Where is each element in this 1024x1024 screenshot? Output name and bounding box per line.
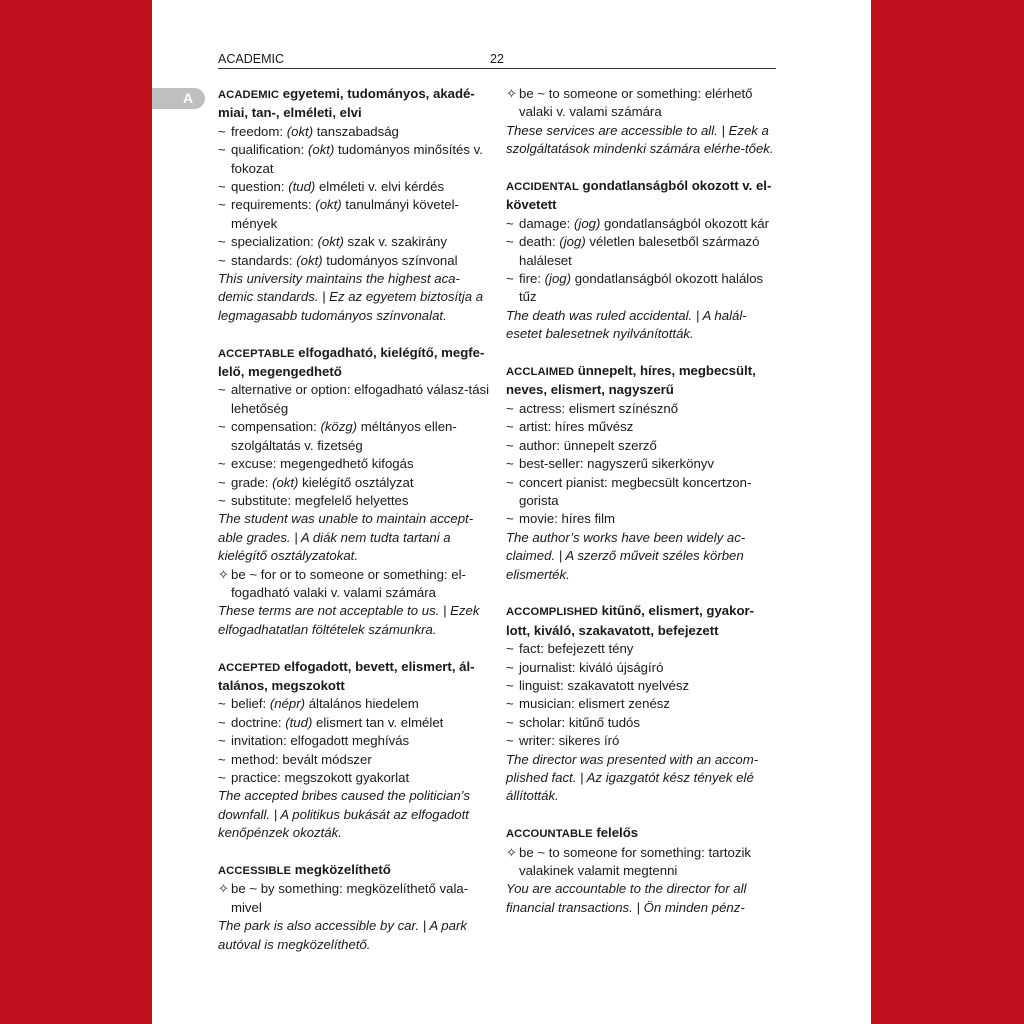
tilde-symbol: ~ — [506, 714, 514, 730]
tilde-symbol: ~ — [506, 474, 514, 490]
collocation-term: grade: — [231, 474, 273, 490]
collocation-translation: kiváló újságíró — [579, 659, 664, 675]
collocation-line — [218, 751, 490, 769]
example-sentence: You are accountable to the director for all financial transactions. | Ön minden pénz- — [506, 881, 747, 915]
tilde-symbol: ~ — [506, 419, 514, 435]
tilde-symbol: ~ — [218, 714, 226, 730]
domain-label: (népr) — [269, 696, 306, 712]
domain-label: (tud) — [288, 179, 316, 195]
tilde-symbol: ~ — [506, 511, 514, 527]
headword-translation: elfogadható, kielégítő, megfe-lelő, megengedhető — [218, 344, 485, 380]
collocation-line — [218, 714, 490, 732]
diamond-icon: ✧ — [218, 881, 230, 897]
collocation-translation: befejezett tény — [547, 641, 634, 657]
collocation-line — [218, 732, 490, 750]
collocation-term: invitation: — [231, 733, 291, 749]
collocation-translation: ünnepelt szerző — [563, 437, 657, 453]
tilde-symbol: ~ — [218, 492, 226, 508]
collocation-translation: elfogadott meghívás — [290, 733, 410, 749]
collocation-translation: tanulmányi követel-mények — [231, 197, 459, 231]
headword-translation: egyetemi, tudományos, akadé-miai, tan-, elméleti, elvi — [218, 86, 475, 121]
collocation-translation: megengedhető kifogás — [280, 456, 414, 472]
headword-translation: elfogadott, bevett, elismert, ál-talános, megszokott — [218, 658, 475, 693]
collocation-translation: tanszabadság — [313, 123, 399, 139]
collocation-term: requirements: — [231, 197, 316, 213]
example-sentence: These terms are not acceptable to us. | Ezek elfogadhatatlan föltételek számunkra. — [218, 603, 480, 637]
collocation-line — [506, 677, 778, 695]
collocation-translation: véletlen balesetből származó haláleset — [519, 234, 760, 268]
headword — [506, 177, 778, 215]
dictionary-entry — [218, 861, 490, 954]
collocation-line — [218, 492, 490, 510]
tilde-symbol: ~ — [218, 382, 226, 398]
tilde-symbol: ~ — [506, 400, 514, 416]
collocation-line — [506, 215, 778, 233]
collocation-translation: elfogadható válasz-tási lehetőség — [231, 382, 490, 416]
tilde-symbol: ~ — [506, 659, 514, 675]
phrase-text: be ~ to someone for something: tartozik valakinek valamit megtenni — [519, 844, 752, 878]
domain-label: (okt) — [315, 197, 342, 213]
tilde-symbol: ~ — [218, 419, 226, 435]
collocation-line — [218, 474, 490, 492]
headword-keyword: ACCOUNTABLE — [506, 828, 593, 841]
example-sentence: The author’s works have been widely ac-claimed. | A szerző műveit széles körben elismerték. — [506, 529, 746, 582]
domain-label: (okt) — [307, 142, 335, 158]
tilde-symbol: ~ — [218, 733, 226, 749]
collocation-translation: elismert tan v. elmélet — [312, 714, 444, 730]
tilde-symbol: ~ — [218, 456, 226, 472]
letter-tab — [152, 88, 205, 109]
collocation-translation: híres művész — [554, 419, 634, 435]
example-sentence: The student was unable to maintain accept-able grades. | A diák nem tudta tartani a kielégítő osztályzatokat. — [218, 511, 474, 564]
collocation-line — [506, 233, 778, 270]
collocation-term: movie: — [519, 511, 562, 527]
tilde-symbol: ~ — [506, 696, 514, 712]
collocation-line — [506, 418, 778, 436]
phrase-text: be ~ to someone or something: elérhető valaki v. valami számára — [519, 86, 753, 120]
collocation-term: qualification: — [231, 142, 308, 158]
collocation-translation: tudományos minősítés v. fokozat — [231, 142, 483, 176]
headword — [218, 861, 490, 880]
tilde-symbol: ~ — [506, 234, 514, 250]
tilde-symbol: ~ — [506, 437, 514, 453]
dictionary-entry — [506, 362, 778, 584]
collocation-translation: bevált módszer — [282, 751, 372, 767]
headword — [506, 602, 778, 640]
collocation-term: practice: — [231, 770, 285, 785]
tilde-symbol: ~ — [218, 197, 226, 213]
page-number: 22 — [490, 52, 504, 66]
diamond-icon: ✧ — [506, 844, 518, 860]
collocation-line — [218, 695, 490, 713]
collocation-term: concert pianist: — [519, 474, 612, 490]
collocation-term: journalist: — [519, 659, 580, 675]
domain-label: (okt) — [317, 234, 344, 250]
headword — [218, 658, 490, 696]
collocation-line — [218, 252, 490, 270]
domain-label: (közg) — [320, 419, 358, 435]
dictionary-entry — [506, 602, 778, 805]
collocation-translation: tudományos színvonal — [322, 252, 458, 268]
headword-translation: gondatlanságból okozott v. el-követett — [506, 178, 772, 213]
headword-keyword: ACCLAIMED — [506, 366, 575, 379]
collocation-line — [506, 714, 778, 732]
collocation-translation: megbecsült koncertzon-gorista — [519, 474, 752, 508]
headword-translation: felelős — [592, 825, 639, 841]
collocation-line — [506, 270, 778, 307]
domain-label: (okt) — [272, 474, 299, 490]
dictionary-page — [152, 0, 871, 1024]
collocation-term: substitute: — [231, 492, 295, 508]
domain-label: (jog) — [574, 215, 601, 231]
phrase-text: be ~ for or to someone or something: el-fogadható valaki v. valami számára — [231, 566, 466, 600]
collocation-term: method: — [231, 751, 283, 767]
tilde-symbol: ~ — [218, 142, 226, 158]
collocation-line — [218, 141, 490, 178]
collocation-term: damage: — [519, 215, 574, 231]
collocation-line — [506, 510, 778, 528]
collocation-translation: szak v. szakirány — [343, 234, 447, 250]
example-sentence: This university maintains the highest aca-demic standards. | Ez az egyetem biztosítja a legmagasabb tudományos színvonalat. — [218, 271, 484, 323]
collocation-translation: kitűnő tudós — [568, 714, 640, 730]
headword — [218, 85, 490, 123]
dictionary-entry — [506, 824, 778, 917]
collocation-line — [218, 769, 490, 787]
phrase-line — [506, 844, 778, 881]
collocation-term: fact: — [519, 641, 548, 657]
headword — [506, 824, 778, 843]
collocation-line — [506, 437, 778, 455]
domain-label: (okt) — [286, 123, 314, 139]
collocation-term: belief: — [231, 696, 270, 712]
headword-keyword: ACCIDENTAL — [506, 181, 579, 194]
tilde-symbol: ~ — [218, 179, 226, 195]
tilde-symbol: ~ — [218, 234, 226, 250]
collocation-translation: sikeres író — [558, 733, 620, 749]
collocation-translation: általános hiedelem — [305, 696, 419, 712]
domain-label: (okt) — [296, 252, 323, 268]
tilde-symbol: ~ — [506, 733, 514, 749]
dictionary-entry — [506, 85, 778, 159]
tilde-symbol: ~ — [506, 677, 514, 693]
collocation-term: writer: — [519, 733, 559, 749]
right-column — [506, 85, 778, 936]
tilde-symbol: ~ — [506, 215, 514, 231]
phrase-line — [218, 880, 490, 917]
phrase-line — [218, 566, 490, 603]
example-sentence: The park is also accessible by car. | A park autóval is megközelíthető. — [218, 918, 467, 952]
collocation-translation: megfelelő helyettes — [294, 492, 409, 508]
headword-translation: megközelíthető — [291, 862, 391, 878]
phrase-line — [506, 85, 778, 122]
tilde-symbol: ~ — [506, 271, 514, 287]
collocation-line — [506, 659, 778, 677]
collocation-translation: gondatlanságból okozott halálos tűz — [519, 271, 764, 305]
diamond-icon: ✧ — [506, 86, 518, 101]
tilde-symbol: ~ — [218, 474, 226, 490]
collocation-term: doctrine: — [231, 714, 286, 730]
collocation-term: specialization: — [231, 234, 318, 250]
dictionary-entry — [218, 85, 490, 325]
tilde-symbol: ~ — [506, 641, 514, 657]
collocation-translation: nagyszerű sikerkönyv — [587, 456, 714, 472]
tilde-symbol: ~ — [218, 770, 226, 785]
collocation-term: author: — [519, 437, 564, 453]
domain-label: (jog) — [559, 234, 586, 250]
collocation-term: freedom: — [231, 123, 287, 139]
collocation-line — [218, 178, 490, 196]
collocation-term: alternative or option: — [231, 382, 355, 398]
dictionary-entry — [218, 344, 490, 640]
collocation-translation: méltányos ellen-szolgáltatás v. fizetség — [231, 419, 457, 453]
example-sentence: These services are accessible to all. | Ezek a szolgáltatások mindenki számára elérhe-tőek. — [506, 122, 774, 157]
headword-translation: kitűnő, elismert, gyakor-lott, kiváló, szakavatott, befejezett — [506, 603, 755, 638]
dictionary-entry — [506, 177, 778, 344]
domain-label: (jog) — [544, 271, 572, 287]
headword — [218, 344, 490, 382]
collocation-line — [218, 381, 490, 418]
left-column — [218, 85, 490, 972]
tilde-symbol: ~ — [218, 123, 226, 139]
collocation-translation: híres film — [561, 511, 616, 527]
collocation-line — [506, 640, 778, 658]
collocation-line — [506, 455, 778, 473]
headword-translation: ünnepelt, híres, megbecsült, neves, elismert, nagyszerű — [506, 363, 756, 398]
collocation-term: linguist: — [519, 677, 568, 693]
collocation-term: death: — [519, 234, 560, 250]
collocation-term: excuse: — [231, 456, 281, 472]
collocation-line — [218, 418, 490, 455]
example-sentence: The death was ruled accidental. | A halál-esetet balesetnek nyilvánították. — [506, 307, 747, 342]
tilde-symbol: ~ — [218, 751, 226, 767]
collocation-line — [218, 455, 490, 473]
collocation-line — [506, 474, 778, 511]
collocation-translation: elismert zenész — [578, 696, 670, 712]
example-sentence: The accepted bribes caused the politician’s downfall. | A politikus bukását az elfogadott kenőpénzek okozták. — [218, 788, 470, 841]
collocation-translation: szakavatott nyelvész — [567, 677, 690, 693]
tilde-symbol: ~ — [218, 252, 226, 268]
headword-keyword: ACCEPTED — [218, 661, 281, 674]
collocation-term: question: — [231, 179, 289, 195]
running-header-title: ACADEMIC — [218, 52, 284, 66]
collocation-term: actress: — [519, 400, 569, 416]
collocation-translation: gondatlanságból okozott kár — [600, 215, 770, 231]
running-header — [218, 50, 776, 69]
collocation-term: best-seller: — [519, 456, 588, 472]
headword — [506, 362, 778, 400]
letter-tab-label: A — [183, 90, 194, 106]
collocation-term: compensation: — [231, 419, 321, 435]
collocation-term: standards: — [231, 252, 297, 268]
collocation-term: musician: — [519, 696, 579, 712]
diamond-icon: ✧ — [218, 566, 230, 582]
headword-keyword: ACCESSIBLE — [218, 865, 292, 878]
collocation-translation: kielégítő osztályzat — [298, 474, 414, 490]
domain-label: (tud) — [285, 714, 313, 730]
headword-keyword: ACADEMIC — [218, 89, 280, 101]
collocation-line — [506, 732, 778, 750]
example-sentence: The director was presented with an accom-plished fact. | Az igazgatót kész tények elé állították. — [506, 751, 759, 804]
tilde-symbol: ~ — [218, 696, 226, 712]
headword-keyword: ACCEPTABLE — [218, 347, 295, 360]
collocation-line — [218, 123, 490, 141]
headword-keyword: ACCOMPLISHED — [506, 606, 598, 619]
collocation-line — [506, 400, 778, 418]
tilde-symbol: ~ — [506, 456, 514, 472]
collocation-translation: elméleti v. elvi kérdés — [315, 179, 445, 195]
collocation-line — [506, 695, 778, 713]
collocation-line — [218, 196, 490, 233]
collocation-term: scholar: — [519, 714, 569, 730]
phrase-text: be ~ by something: megközelíthető vala-mivel — [231, 881, 469, 915]
collocation-translation: megszokott gyakorlat — [284, 770, 410, 785]
collocation-term: fire: — [519, 271, 545, 287]
collocation-term: artist: — [519, 419, 555, 435]
dictionary-entry — [218, 658, 490, 843]
collocation-translation: elismert színésznő — [568, 400, 679, 416]
collocation-line — [218, 233, 490, 251]
